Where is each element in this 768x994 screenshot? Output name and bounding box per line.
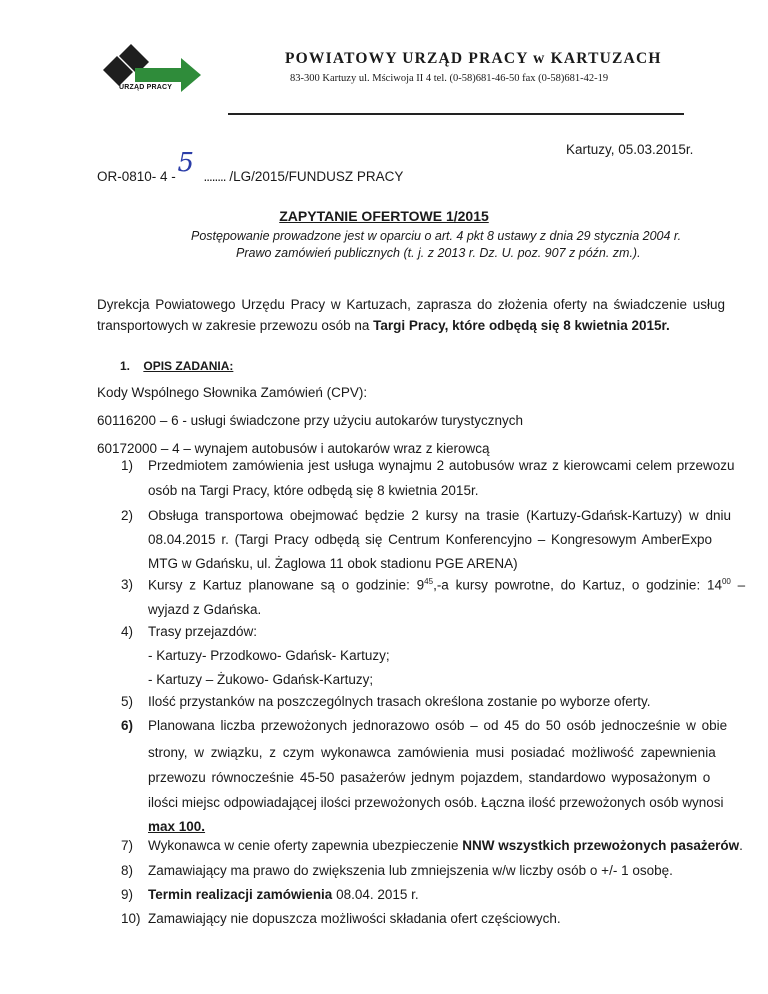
list-item-text: Ilość przystanków na poszczególnych trasach określona zostanie po wyborze oferty.	[148, 694, 651, 709]
intro-line-2	[97, 318, 670, 333]
list-item-number: 1)	[121, 458, 134, 473]
ref-suffix: /LG/2015/FUNDUSZ PRACY	[229, 169, 404, 184]
ref-handwritten-number: 5	[177, 148, 195, 178]
list-item-number: 9)	[121, 887, 134, 902]
cpv-code-2: 60172000 – 4 – wynajem autobusów i autokarów wraz z kierowcą	[97, 441, 490, 456]
list-item-text: ilości miejsc odpowiadającej ilości przewożonych osób. Łączna ilość przewożonych osób wynosi	[148, 795, 724, 810]
list-item-text: wyjazd z Gdańska.	[148, 602, 262, 617]
list-item	[97, 863, 717, 885]
list-item	[97, 887, 717, 909]
document-title: ZAPYTANIE OFERTOWE 1/2015	[279, 208, 489, 224]
place-date: Kartuzy, 05.03.2015r.	[566, 142, 694, 157]
legal-basis-line-1: Postępowanie prowadzone jest w oparciu o art. 4 pkt 8 ustawy z dnia 29 stycznia 2004 r.	[191, 229, 682, 243]
list-item-number: 4)	[121, 624, 134, 639]
deadline-date: 08.04. 2015 r.	[332, 887, 419, 902]
ref-dots: ........	[203, 169, 226, 184]
list-item	[97, 718, 728, 838]
list-item	[97, 577, 746, 625]
departure-text: Kursy z Kartuz planowane są o godzinie: 9	[148, 577, 425, 593]
section-title: OPIS ZADANIA:	[143, 359, 234, 373]
insurance-text: Wykonawca w cenie oferty zapewnia ubezpieczenie	[148, 838, 463, 853]
return-text: ,-a kursy powrotne, do Kartuz, o godzinie: 14	[433, 577, 722, 593]
list-item-text: przewozu równocześnie 45-50 pasażerów jednym pojazdem, standardowo wyposażonym o	[148, 770, 711, 785]
section-heading	[120, 359, 233, 373]
list-item-text: - Kartuzy – Żukowo- Gdańsk-Kartuzy;	[148, 672, 374, 687]
list-item-text: Zamawiający ma prawo do zwiększenia lub zmniejszenia w/w liczby osób o +/- 1 osobę.	[148, 863, 673, 878]
list-item-text: max 100.	[148, 819, 206, 834]
list-item-number: 3)	[121, 577, 134, 592]
list-item	[97, 838, 743, 860]
intro-line-2-text: transportowych w zakresie przewozu osób na	[97, 318, 374, 333]
reference-number	[97, 148, 404, 188]
list-item-text: 08.04.2015 r. (Targi Pracy odbędą się Centrum Konferencyjno – Kongresowym AmberExpo	[148, 532, 713, 547]
return-minutes: 00	[721, 577, 731, 586]
dash: –	[730, 577, 746, 593]
list-item-text: Trasy przejazdów:	[148, 624, 258, 639]
insurance-bold: NNW wszystkich przewożonych pasażerów	[462, 838, 740, 853]
list-item-number: 6)	[121, 718, 134, 733]
list-item-text	[148, 887, 419, 902]
list-item	[97, 458, 735, 508]
list-item-number: 8)	[121, 863, 134, 878]
list-item-number: 10)	[121, 911, 141, 926]
list-item	[97, 624, 717, 696]
list-item-number: 5)	[121, 694, 134, 709]
list-item-text: MTG w Gdańsku, ul. Żaglowa 11 obok stadionu PGE ARENA)	[148, 556, 518, 571]
list-item	[97, 694, 717, 716]
list-item-text: Przedmiotem zamówienia jest usługa wynajmu 2 autobusów wraz z kierowcami celem przewozu	[148, 458, 735, 473]
ref-prefix: OR-0810- 4 -	[97, 169, 176, 184]
legal-basis-line-2: Prawo zamówień publicznych (t. j. z 2013 r. Dz. U. poz. 907 z późn. zm.).	[236, 246, 641, 260]
list-item-text: Zamawiający nie dopuszcza możliwości składania ofert częściowych.	[148, 911, 561, 926]
departure-minutes: 45	[424, 577, 434, 586]
insurance-end: .	[739, 838, 743, 853]
list-item-text: Planowana liczba przewożonych jednorazowo osób – od 45 do 50 osób jednocześnie w obie	[148, 718, 728, 733]
list-item	[97, 911, 717, 933]
list-item-number: 7)	[121, 838, 134, 853]
intro-line-1: Dyrekcja Powiatowego Urzędu Pracy w Kartuzach, zaprasza do złożenia oferty na świadczenie usług	[97, 297, 726, 312]
intro-line-2-bold: Targi Pracy, które odbędą się 8 kwietnia 2015r.	[373, 318, 670, 333]
section-number: 1.	[120, 359, 131, 373]
logo	[95, 40, 207, 112]
org-address: 83-300 Kartuzy ul. Mściwoja II 4 tel. (0-58)681-46-50 fax (0-58)681-42-19	[290, 73, 609, 84]
list-item-number: 2)	[121, 508, 134, 523]
org-name: POWIATOWY URZĄD PRACY w KARTUZACH	[285, 50, 662, 67]
header-divider	[228, 113, 684, 115]
list-item-text: strony, w związku, z czym wykonawca zamówienia musi posiadać możliwość zapewnienia	[148, 745, 716, 760]
deadline-label: Termin realizacji zamówienia	[148, 887, 333, 902]
cpv-code-1: 60116200 – 6 - usługi świadczone przy użyciu autokarów turystycznych	[97, 413, 523, 428]
cpv-label: Kody Wspólnego Słownika Zamówień (CPV):	[97, 385, 368, 400]
list-item-text	[148, 577, 745, 593]
logo-text: URZĄD PRACY	[119, 84, 173, 91]
list-item-text: Obsługa transportowa obejmować będzie 2 kursy na trasie (Kartuzy-Gdańsk-Kartuzy) w dniu	[148, 508, 731, 523]
list-item-text	[148, 838, 743, 853]
list-item-text: osób na Targi Pracy, które odbędą się 8 kwietnia 2015r.	[148, 483, 479, 498]
list-item-text: - Kartuzy- Przodkowo- Gdańsk- Kartuzy;	[148, 648, 390, 663]
list-item	[97, 508, 731, 578]
logo-graphic	[95, 40, 207, 112]
